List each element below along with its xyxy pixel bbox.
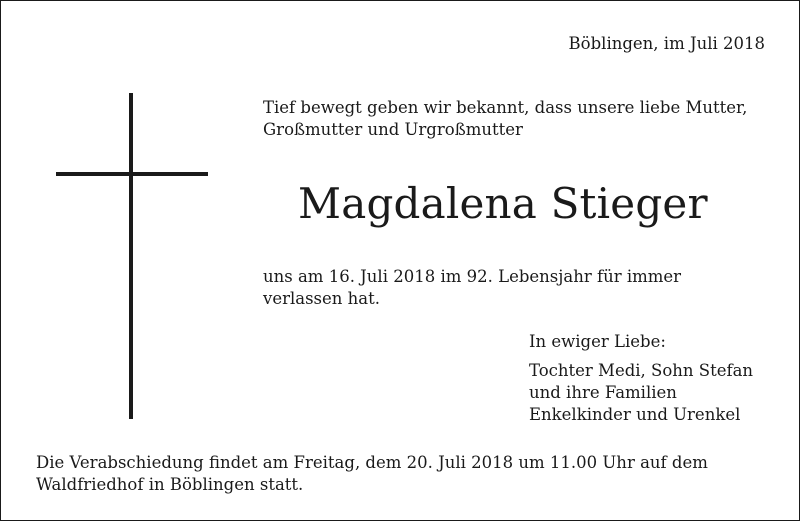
cross-vertical-bar	[129, 93, 133, 419]
spacer	[529, 353, 753, 360]
farewell-line: Die Verabschiedung findet am Freitag, dem 20. Juli 2018 um 11.00 Uhr auf dem	[36, 453, 708, 472]
place-date: Böblingen, im Juli 2018	[568, 34, 765, 53]
intro-line: Großmutter und Urgroßmutter	[263, 120, 523, 139]
mourner-line: Enkelkinder und Urenkel	[529, 405, 741, 424]
farewell-line: Waldfriedhof in Böblingen statt.	[36, 475, 304, 494]
mourners-heading: In ewiger Liebe:	[529, 332, 666, 351]
mourner-line: und ihre Familien	[529, 383, 677, 402]
farewell-text	[36, 452, 776, 496]
mourners-block	[529, 331, 753, 426]
intro-line: Tief bewegt geben wir bekannt, dass unsere liebe Mutter,	[263, 98, 748, 117]
mourner-line: Tochter Medi, Sohn Stefan	[529, 361, 754, 380]
passing-line: uns am 16. Juli 2018 im 92. Lebensjahr für immer	[263, 267, 682, 286]
cross-horizontal-bar	[56, 172, 208, 176]
passing-text	[263, 266, 743, 310]
deceased-name: Magdalena Stieger	[298, 179, 708, 228]
passing-line: verlassen hat.	[263, 289, 380, 308]
intro-text	[263, 97, 783, 141]
